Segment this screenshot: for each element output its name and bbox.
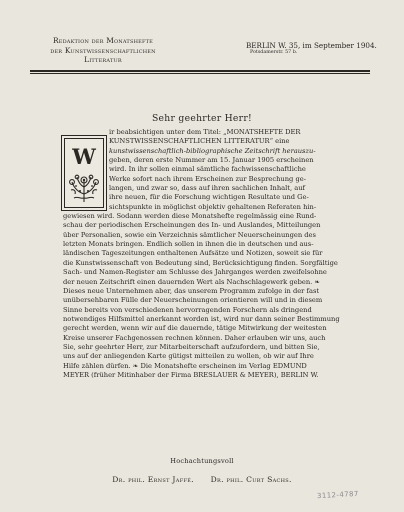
masthead-line: Litteratur — [84, 55, 122, 65]
body-line: der neuen Zeitschrift einen dauernden Wert als Nachschlagewerk geben. ❧ — [63, 277, 320, 286]
dateline — [246, 41, 386, 56]
body-line: sichtspunkte in möglichst objektiv gehaltenen Referaten hin- — [109, 202, 317, 211]
body-line: ländischen Tageszeitungen enthaltenen Aufsätze und Notizen, soweit sie für — [63, 249, 323, 258]
body-line: wird. In ihr sollen einmal sämtliche fachwissenschaftliche — [109, 165, 306, 174]
city-date: BERLIN W. 35, im September 1904. — [246, 41, 377, 50]
body-line: MEYER (früher Mitinhaber der Firma BRESLAUER & MEYER), BERLIN W. — [63, 370, 319, 379]
street-address: Potsdamerstr. 57 b. — [250, 50, 298, 55]
body-line: über Personalien, sowie ein Verzeichnis sämtlicher Neuerscheinungen des — [63, 230, 316, 239]
header-rule-thick — [30, 70, 370, 72]
signature-sachs: Dr. phil. Curt Sachs. — [210, 475, 292, 484]
body-line: gerecht werden, wenn wir auf die dauernde, tätige Mitwirkung der weitesten — [63, 324, 327, 333]
masthead-line: der Kunstwissenschaftlichen — [50, 45, 156, 55]
body-line: schau der periodischen Erscheinungen des In- und Auslandes, Mitteilungen — [63, 221, 321, 230]
body-line: ihre neuen, für die Forschung wichtigen Resultate und Ge- — [109, 193, 309, 202]
masthead-line: Redaktion der Monatshefte — [52, 36, 154, 45]
body-line: uns auf der anliegenden Karte gütigst mitteilen zu wollen, ob wir auf Ihre — [63, 352, 314, 361]
body-line: Dieses neue Unternehmen aber, das unserem Programm zufolge in der fast — [63, 286, 320, 295]
body-line: Sach- und Namen-Register am Schlusse des Jahrganges werden zweifelsohne — [63, 268, 327, 277]
signature-jaffe: Dr. phil. Ernst Jaffé. — [112, 475, 194, 484]
body-line: Sinne bereits von verschiedenen hervorragenden Forschern als dringend — [63, 305, 312, 314]
body-line: Kreise unserer Fachgenossen rechnen können. Daher erlauben wir uns, auch — [63, 333, 326, 342]
body-line: Sie, sehr geehrter Herr, zur Mitarbeiterschaft aufzufordern, und bitten Sie, — [63, 342, 320, 351]
body-line: unübersehbaren Fülle der Neuerscheinungen orientieren will und in diesem — [63, 296, 323, 305]
body-line: letzten Monats bringen. Endlich sollen in ihnen die in deutschen und aus- — [63, 240, 314, 249]
archive-pencil-note: 3112-4787 — [316, 489, 359, 501]
body-line: geben, deren erste Nummer am 15. Januar 1905 erscheinen — [109, 156, 314, 165]
body-line: notwendiges Hilfsmittel anerkannt worden ist, wird nur dann seiner Bestimmung — [63, 314, 340, 323]
signatures — [0, 475, 404, 484]
body-line: Werke sofort nach ihrem Erscheinen zur Besprechung ge- — [109, 174, 306, 183]
body-line: ir beabsichtigen unter dem Titel: „MONATSHEFTE DER — [109, 128, 301, 136]
initial-letter: W — [72, 144, 96, 169]
closing-phrase: Hochachtungsvoll — [170, 457, 234, 465]
body-line: KUNSTWISSENSCHAFTLICHEN LITTERATUR“ eine — [109, 137, 290, 146]
body-line: langen, und zwar so, dass auf ihren sachlichen Inhalt, auf — [109, 184, 305, 193]
body-line: Hilfe zählen dürfen. ❧ Die Monatshefte erscheinen im Verlag EDMUND — [63, 361, 307, 370]
publisher-masthead — [28, 36, 178, 65]
body-line: gewiesen wird. Sodann werden diese Monatshefte regelmässig eine Rund- — [63, 212, 317, 221]
header-rule-thin — [30, 73, 370, 74]
salutation: Sehr geehrter Herr! — [151, 113, 253, 124]
body-line: die Kunstwissenschaft von Bedeutung sind, Berücksichtigung finden. Sorgfältige — [63, 258, 338, 267]
body-line: kunstwissenschaftlich-bibliographische Zeitschrift herauszu- — [109, 146, 316, 155]
letter-body — [63, 128, 375, 380]
